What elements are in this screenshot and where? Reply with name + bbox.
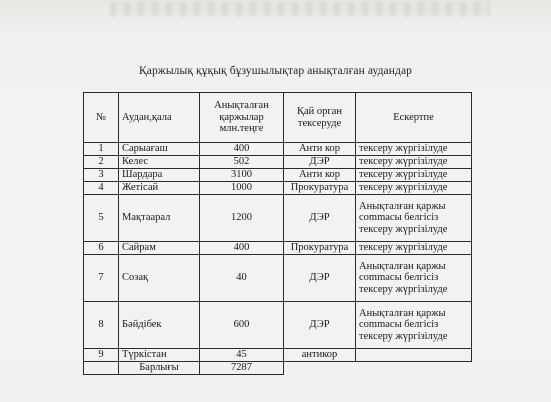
cell-note: тексеру жүргізілуде — [356, 143, 472, 156]
cell-organ: Анти кор — [284, 169, 356, 182]
cell-district: Созақ — [119, 255, 200, 302]
districts-table — [83, 92, 472, 375]
table-row — [84, 182, 472, 195]
table-row — [84, 156, 472, 169]
cell-no: 3 — [84, 169, 119, 182]
cell-no: 5 — [84, 195, 119, 242]
cell-note — [356, 349, 472, 362]
cell-note: тексеру жүргізілуде — [356, 169, 472, 182]
total-amount: 7287 — [200, 362, 284, 375]
cell-no: 6 — [84, 242, 119, 255]
table-header-row — [84, 93, 472, 143]
document-title: Қаржылық құқық бұзушылықтар анықталған аудандар — [138, 65, 412, 77]
cell-district: Түркістан — [119, 349, 200, 362]
cell-amount: 1000 — [200, 182, 284, 195]
bleed-through-text — [110, 2, 490, 16]
table-row — [84, 349, 472, 362]
cell-no: 1 — [84, 143, 119, 156]
cell-organ: ДЭР — [284, 156, 356, 169]
cell-amount: 502 — [200, 156, 284, 169]
cell-organ: Анти кор — [284, 143, 356, 156]
cell-amount: 45 — [200, 349, 284, 362]
cell-district: Бәйдібек — [119, 302, 200, 349]
cell-amount: 3100 — [200, 169, 284, 182]
cell-no: 7 — [84, 255, 119, 302]
cell-organ: ДЭР — [284, 255, 356, 302]
cell-no: 8 — [84, 302, 119, 349]
table-row — [84, 242, 472, 255]
cell-note: Анықталған қаржы сommaсы белгісіз тексеру жүргізілуде — [356, 302, 472, 349]
cell-note: Анықталған қаржы сommaсы белгісіз тексеру жүргізілуде — [356, 195, 472, 242]
cell-district: Келес — [119, 156, 200, 169]
cell-organ: Прокуратура — [284, 242, 356, 255]
cell-amount: 400 — [200, 143, 284, 156]
header-organ: Қай орган тексеруде — [284, 93, 356, 143]
table-row — [84, 169, 472, 182]
table-row — [84, 143, 472, 156]
cell-district: Сарыағаш — [119, 143, 200, 156]
total-row — [84, 362, 472, 375]
table-row — [84, 195, 472, 242]
header-amount: Анықталған қаржылар млн.теңге — [200, 93, 284, 143]
cell-organ: ДЭР — [284, 195, 356, 242]
table-row — [84, 255, 472, 302]
cell-organ: Прокуратура — [284, 182, 356, 195]
cell-amount: 400 — [200, 242, 284, 255]
cell-district: Шардара — [119, 169, 200, 182]
cell-note: тексеру жүргізілуде — [356, 182, 472, 195]
cell-amount: 1200 — [200, 195, 284, 242]
cell-district: Сайрам — [119, 242, 200, 255]
header-no: № — [84, 93, 119, 143]
cell-note: тексеру жүргізілуде — [356, 242, 472, 255]
header-note: Ескертпе — [356, 93, 472, 143]
cell-district: Мақтаарал — [119, 195, 200, 242]
table-row — [84, 302, 472, 349]
cell-no: 2 — [84, 156, 119, 169]
header-district: Аудан,қала — [119, 93, 200, 143]
cell-note: тексеру жүргізілуде — [356, 156, 472, 169]
cell-no: 4 — [84, 182, 119, 195]
cell-amount: 40 — [200, 255, 284, 302]
cell-no: 9 — [84, 349, 119, 362]
cell-district: Жетісай — [119, 182, 200, 195]
cell-organ: ДЭР — [284, 302, 356, 349]
total-label: Барлығы — [119, 362, 200, 375]
total-blank-cell — [84, 362, 119, 375]
cell-organ: антикор — [284, 349, 356, 362]
cell-amount: 600 — [200, 302, 284, 349]
cell-note: Анықталған қаржы сommaсы белгісіз тексеру жүргізілуде — [356, 255, 472, 302]
